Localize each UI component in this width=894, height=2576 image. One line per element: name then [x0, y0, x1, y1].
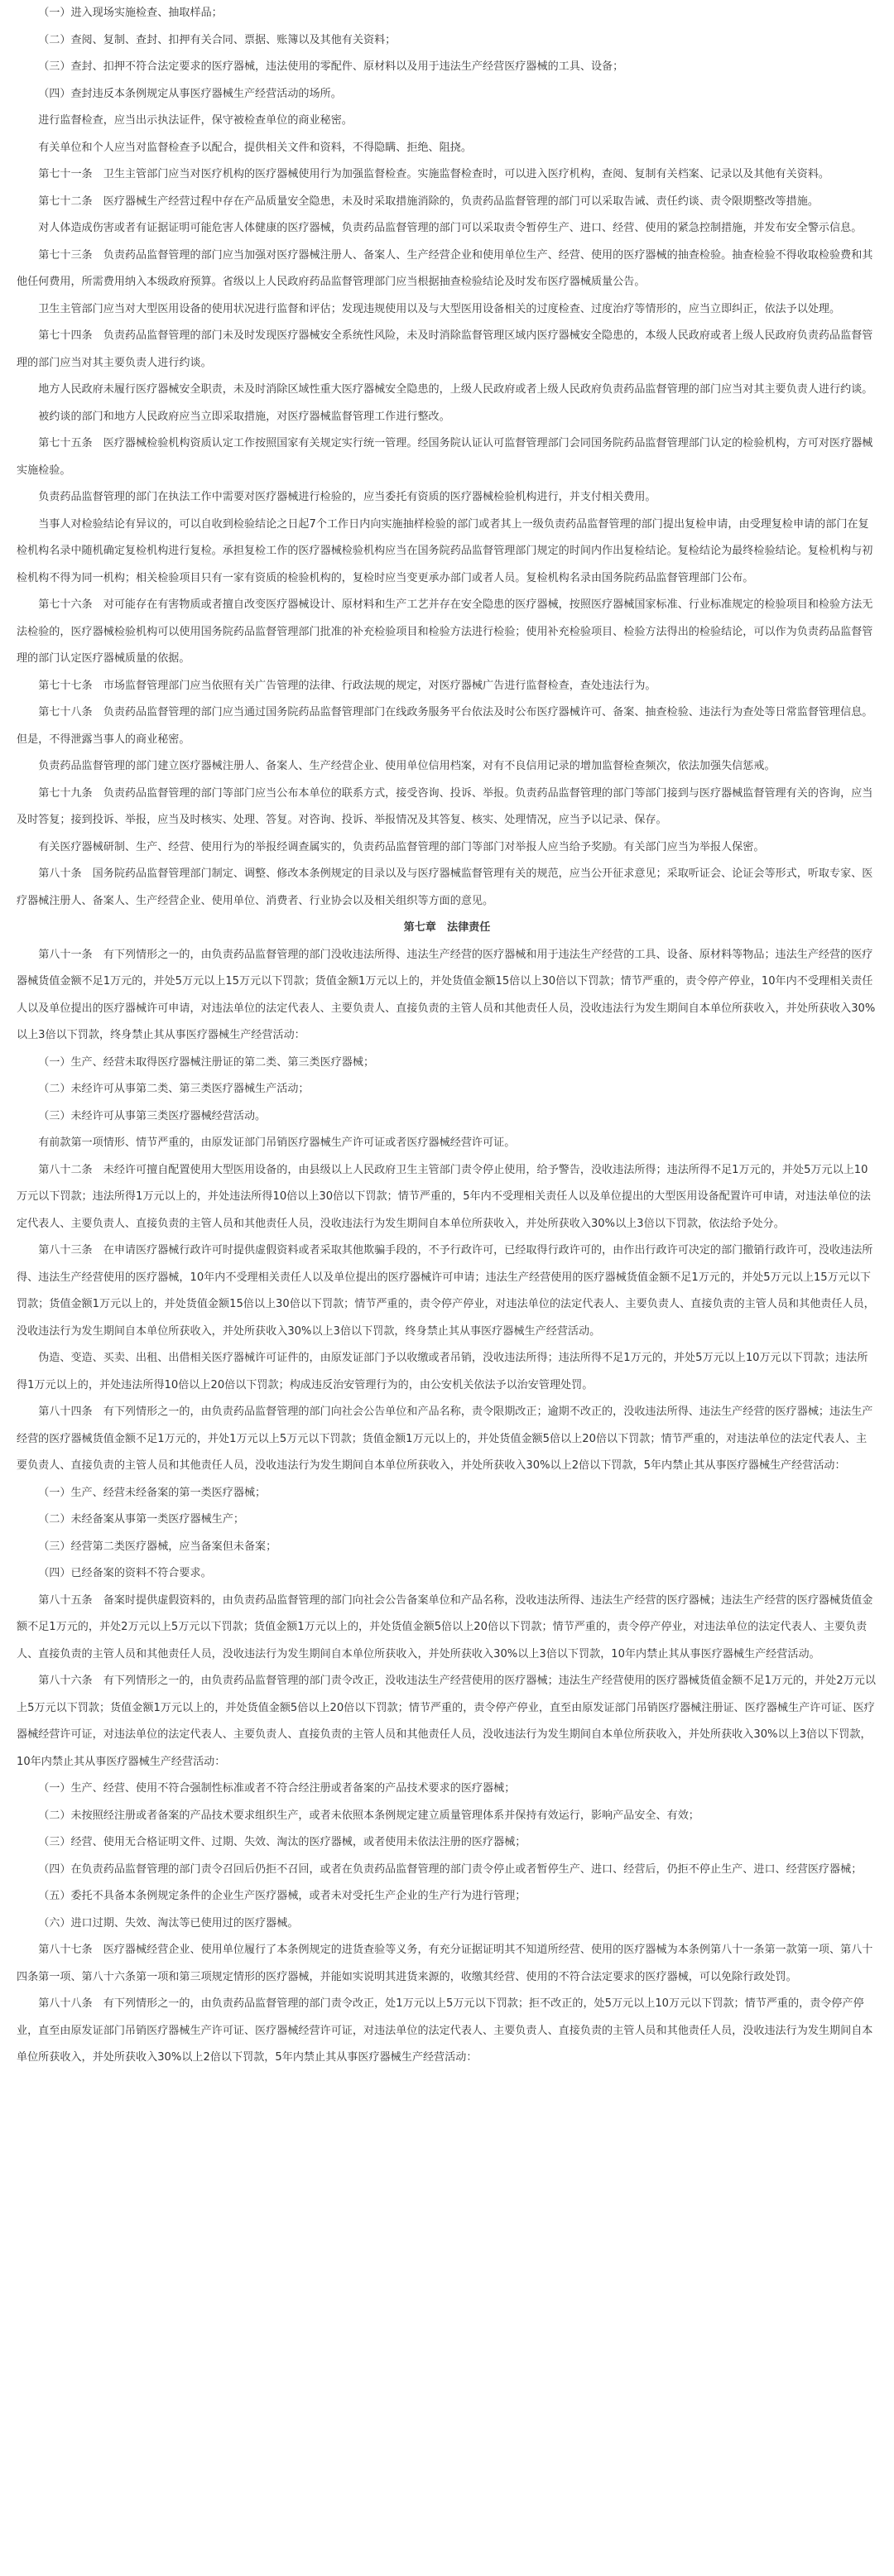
paragraph: （一）生产、经营、使用不符合强制性标准或者不符合经注册或者备案的产品技术要求的医疗器械；: [38, 1782, 516, 1795]
paragraph: （五）委托不具备本条例规定条件的企业生产医疗器械，或者未对受托生产企业的生产行为进行管理；: [38, 1890, 526, 1902]
paragraph: 第八十三条 在申请医疗器械行政许可时提供虚假资料或者采取其他欺骗手段的，不予行政许可，已经取得行政许可的，由作出行政许可决定的部门撤销行政许可，没收违法所得、违法生产经营使用的医疗器械，10年内不受理相关责任人以及单位提出的医疗器械许可申请；违法生产经营使用的医疗器械货值金额不足1万元的，并处5万元以上15万元以下罚款；货值金额1万元以上的，并处货值金额15倍以上30倍以下罚款；情节严重的，责令停产停业，对违法单位的法定代表人、主要负责人、直接负责的主管人员和其他责任人员，没收违法行为发生期间自本单位所获收入，并处所获收入30%以上3倍以下罚款，终身禁止其从事医疗器械生产经营活动。: [17, 1244, 875, 1338]
paragraph: （三）查封、扣押不符合法定要求的医疗器械，违法使用的零配件、原材料以及用于违法生产经营医疗器械的工具、设备；: [38, 60, 624, 73]
paragraph: 第八十六条 有下列情形之一的，由负责药品监督管理的部门责令改正，没收违法生产经营使用的医疗器械；违法生产经营使用的医疗器械货值金额不足1万元的，并处2万元以上5万元以下罚款；货值金额1万元以上的，并处货值金额5倍以上20倍以下罚款；情节严重的，责令停产停业，直至由原发证部门吊销医疗器械注册证、医疗器械生产许可证、医疗器械经营许可证，对违法单位的法定代表人、主要负责人、直接负责的主管人员和其他责任人员，没收违法行为发生期间自本单位所获收入，并处所获收入30%以上3倍以下罚款，10年内禁止其从事医疗器械生产经营活动：: [17, 1675, 876, 1768]
paragraph: 负责药品监督管理的部门在执法工作中需要对医疗器械进行检验的，应当委托有资质的医疗器械检验机构进行，并支付相关费用。: [38, 491, 656, 503]
paragraph: （三）经营第二类医疗器械，应当备案但未备案；: [38, 1540, 277, 1553]
paragraph: 负责药品监督管理的部门建立医疗器械注册人、备案人、生产经营企业、使用单位信用档案，对有不良信用记录的增加监督检查频次，依法加强失信惩戒。: [38, 760, 776, 772]
paragraph: 第七十二条 医疗器械生产经营过程中存在产品质量安全隐患，未及时采取措施消除的，负责药品监督管理的部门可以采取告诫、责任约谈、责令限期整改等措施。: [38, 195, 819, 208]
paragraph: 第七十五条 医疗器械检验机构资质认定工作按照国家有关规定实行统一管理。经国务院认证认可监督管理部门会同国务院药品监督管理部门认定的检验机构，方可对医疗器械实施检验。: [17, 437, 873, 477]
paragraph: 当事人对检验结论有异议的，可以自收到检验结论之日起7个工作日内向实施抽样检验的部门或者其上一级负责药品监督管理的部门提出复检申请，由受理复检申请的部门在复检机构名录中随机确定复检机构进行复检。承担复检工作的医疗器械检验机构应当在国务院药品监督管理部门规定的时间内作出复检结论。复检结论为最终检验结论。复检机构与初检机构不得为同一机构；相关检验项目只有一家有资质的检验机构的，复检时应当变更承办部门或者人员。复检机构名录由国务院药品监督管理部门公布。: [17, 517, 873, 584]
paragraph: 进行监督检查，应当出示执法证件，保守被检查单位的商业秘密。: [38, 114, 353, 127]
paragraph: 地方人民政府未履行医疗器械安全职责，未及时消除区域性重大医疗器械安全隐患的，上级人民政府或者上级人民政府负责药品监督管理的部门应当对其主要负责人进行约谈。: [38, 383, 873, 396]
paragraph: 伪造、变造、买卖、出租、出借相关医疗器械许可证件的，由原发证部门予以收缴或者吊销，没收违法所得；违法所得不足1万元的，并处5万元以上10万元以下罚款；违法所得1万元以上的，并处违法所得10倍以上20倍以下罚款；构成违反治安管理行为的，由公安机关依法予以治安管理处罚。: [17, 1352, 868, 1391]
paragraph: （四）已经备案的资料不符合要求。: [38, 1567, 212, 1579]
paragraph: 有关医疗器械研制、生产、经营、使用行为的举报经调查属实的，负责药品监督管理的部门等部门对举报人应当给予奖励。有关部门应当为举报人保密。: [38, 840, 765, 853]
paragraph: 有关单位和个人应当对监督检查予以配合，提供相关文件和资料，不得隐瞒、拒绝、阻挠。: [38, 141, 472, 154]
paragraph: （一）生产、经营未经备案的第一类医疗器械；: [38, 1486, 267, 1499]
paragraph: 被约谈的部门和地方人民政府应当立即采取措施，对医疗器械监督管理工作进行整改。: [38, 410, 450, 423]
paragraph: （一）生产、经营未取得医疗器械注册证的第二类、第三类医疗器械；: [38, 1055, 375, 1069]
paragraph: 第八十二条 未经许可擅自配置使用大型医用设备的，由县级以上人民政府卫生主管部门责令停止使用，给予警告，没收违法所得；违法所得不足1万元的，并处5万元以上10万元以下罚款；违法所得1万元以上的，并处违法所得10倍以上30倍以下罚款；情节严重的，5年内不受理相关责任人以及单位提出的大型医用设备配置许可申请，对违法单位的法定代表人、主要负责人、直接负责的主管人员和其他责任人员，没收违法行为发生期间自本单位所获收入，并处所获收入30%以上3倍以下罚款，依法给予处分。: [17, 1163, 872, 1230]
paragraph: （四）查封违反本条例规定从事医疗器械生产经营活动的场所。: [38, 87, 342, 100]
paragraph: 第八十一条 有下列情形之一的，由负责药品监督管理的部门没收违法所得、违法生产经营的医疗器械和用于违法生产经营的工具、设备、原材料等物品；违法生产经营的医疗器械货值金额不足1万元的，并处5万元以上15万元以下罚款；货值金额1万元以上的，并处货值金额15倍以上30倍以下罚款；情节严重的，责令停产停业，10年内不受理相关责任人以及单位提出的医疗器械许可申请，对违法单位的法定代表人、主要负责人、直接负责的主管人员和其他责任人员，没收违法行为发生期间自本单位所获收入，并处所获收入30%以上3倍以下罚款，终身禁止其从事医疗器械生产经营活动：: [17, 948, 876, 1041]
paragraph: 第七十八条 负责药品监督管理的部门应当通过国务院药品监督管理部门在线政务服务平台依法及时公布医疗器械许可、备案、抽查检验、违法行为查处等日常监督管理信息。但是，不得泄露当事人的商业秘密。: [17, 706, 873, 746]
paragraph: 第七十九条 负责药品监督管理的部门等部门应当公布本单位的联系方式，接受咨询、投诉、举报。负责药品监督管理的部门等部门接到与医疗器械监督管理有关的咨询，应当及时答复；接到投诉、举报，应当及时核实、处理、答复。对咨询、投诉、举报情况及其答复、核实、处理情况，应当予以记录、保存。: [17, 786, 873, 826]
chapter-heading: 第七章 法律责任: [403, 921, 491, 934]
paragraph: （二）未经许可从事第二类、第三类医疗器械生产活动；: [38, 1083, 310, 1095]
paragraph: 第七十三条 负责药品监督管理的部门应当加强对医疗器械注册人、备案人、生产经营企业和使用单位生产、经营、使用的医疗器械的抽查检验。抽查检验不得收取检验费和其他任何费用，所需费用纳入本级政府预算。省级以上人民政府药品监督管理部门应当根据抽查检验结论及时发布医疗器械质量公告。: [17, 248, 873, 288]
paragraph: （三）未经许可从事第三类医疗器械经营活动。: [38, 1109, 267, 1122]
paragraph: 对人体造成伤害或者有证据证明可能危害人体健康的医疗器械，负责药品监督管理的部门可以采取责令暂停生产、进口、经营、使用的紧急控制措施，并发布安全警示信息。: [38, 222, 863, 234]
paragraph: 第八十五条 备案时提供虚假资料的，由负责药品监督管理的部门向社会公告备案单位和产品名称，没收违法所得、违法生产经营的医疗器械；违法生产经营的医疗器械货值金额不足1万元的，并处2万元以上5万元以下罚款；货值金额1万元以上的，并处货值金额5倍以上20倍以下罚款；情节严重的，责令停产停业，对违法单位的法定代表人、主要负责人、直接负责的主管人员和其他责任人员，没收违法行为发生期间自本单位所获收入，并处所获收入30%以上3倍以下罚款，10年内禁止其从事医疗器械生产经营活动。: [17, 1593, 873, 1660]
paragraph: （四）在负责药品监督管理的部门责令召回后仍拒不召回，或者在负责药品监督管理的部门责令停止或者暂停生产、进口、经营后，仍拒不停止生产、进口、经营医疗器械；: [38, 1862, 863, 1876]
paragraph: 第七十一条 卫生主管部门应当对医疗机构的医疗器械使用行为加强监督检查。实施监督检查时，可以进入医疗机构，查阅、复制有关档案、记录以及其他有关资料。: [38, 168, 830, 180]
paragraph: 第七十四条 负责药品监督管理的部门未及时发现医疗器械安全系统性风险，未及时消除监督管理区域内医疗器械安全隐患的，本级人民政府或者上级人民政府负责药品监督管理的部门应当对其主要负责人进行约谈。: [17, 329, 873, 369]
paragraph: （三）经营、使用无合格证明文件、过期、失效、淘汰的医疗器械，或者使用未依法注册的医疗器械；: [38, 1836, 526, 1848]
paragraph: （二）未按照经注册或者备案的产品技术要求组织生产，或者未依照本条例规定建立质量管理体系并保持有效运行，影响产品安全、有效；: [38, 1809, 699, 1822]
paragraph: 卫生主管部门应当对大型医用设备的使用状况进行监督和评估；发现违规使用以及与大型医用设备相关的过度检查、过度治疗等情形的，应当立即纠正，依法予以处理。: [38, 302, 841, 315]
paragraph: 第七十六条 对可能存在有害物质或者擅自改变医疗器械设计、原材料和生产工艺并存在安全隐患的医疗器械，按照医疗器械国家标准、行业标准规定的检验项目和检验方法无法检验的，医疗器械检验机构可以使用国务院药品监督管理部门批准的补充检验项目和检验方法进行检验；使用补充检验项目、检验方法得出的检验结论，可以作为负责药品监督管理的部门认定医疗器械质量的依据。: [17, 598, 873, 665]
paragraph: （二）查阅、复制、查封、扣押有关合同、票据、账簿以及其他有关资料；: [38, 33, 397, 46]
paragraph: 第八十条 国务院药品监督管理部门制定、调整、修改本条例规定的目录以及与医疗器械监督管理有关的规范，应当公开征求意见；采取听证会、论证会等形式，听取专家、医疗器械注册人、备案人、生产经营企业、使用单位、消费者、行业协会以及相关组织等方面的意见。: [17, 867, 873, 907]
paragraph: （二）未经备案从事第一类医疗器械生产；: [38, 1513, 244, 1526]
paragraph: 第七十七条 市场监督管理部门应当依照有关广告管理的法律、行政法规的规定，对医疗器械广告进行监督检查，查处违法行为。: [38, 679, 656, 692]
paragraph: 有前款第一项情形、情节严重的，由原发证部门吊销医疗器械生产许可证或者医疗器械经营许可证。: [38, 1137, 516, 1149]
paragraph: （六）进口过期、失效、淘汰等已使用过的医疗器械。: [38, 1916, 299, 1930]
paragraph: 第八十八条 有下列情形之一的，由负责药品监督管理的部门责令改正，处1万元以上5万元以下罚款；拒不改正的，处5万元以上10万元以下罚款；情节严重的，责令停产停业，直至由原发证部门吊销医疗器械生产许可证、医疗器械经营许可证，对违法单位的法定代表人、主要负责人、直接负责的主管人员和其他责任人员，没收违法行为发生期间自本单位所获收入，并处所获收入30%以上2倍以下罚款，5年内禁止其从事医疗器械生产经营活动：: [17, 1997, 873, 2064]
paragraph: 第八十四条 有下列情形之一的，由负责药品监督管理的部门向社会公告单位和产品名称，责令限期改正；逾期不改正的，没收违法所得、违法生产经营的医疗器械；违法生产经营的医疗器械货值金额不足1万元的，并处1万元以上5万元以下罚款；货值金额1万元以上的，并处货值金额5倍以上20倍以下罚款；情节严重的，对违法单位的法定代表人、主要负责人、直接负责的主管人员和其他责任人员，没收违法行为发生期间自本单位所获收入，并处所获收入30%以上2倍以下罚款，5年内禁止其从事医疗器械生产经营活动：: [17, 1406, 873, 1472]
paragraph: 第八十七条 医疗器械经营企业、使用单位履行了本条例规定的进货查验等义务，有充分证据证明其不知道所经营、使用的医疗器械为本条例第八十一条第一款第一项、第八十四条第一项、第八十六条第一项和第三项规定情形的医疗器械，并能如实说明其进货来源的，收缴其经营、使用的不符合法定要求的医疗器械，可以免除行政处罚。: [17, 1944, 873, 1983]
paragraph: （一）进入现场实施检查、抽取样品；: [38, 7, 223, 19]
